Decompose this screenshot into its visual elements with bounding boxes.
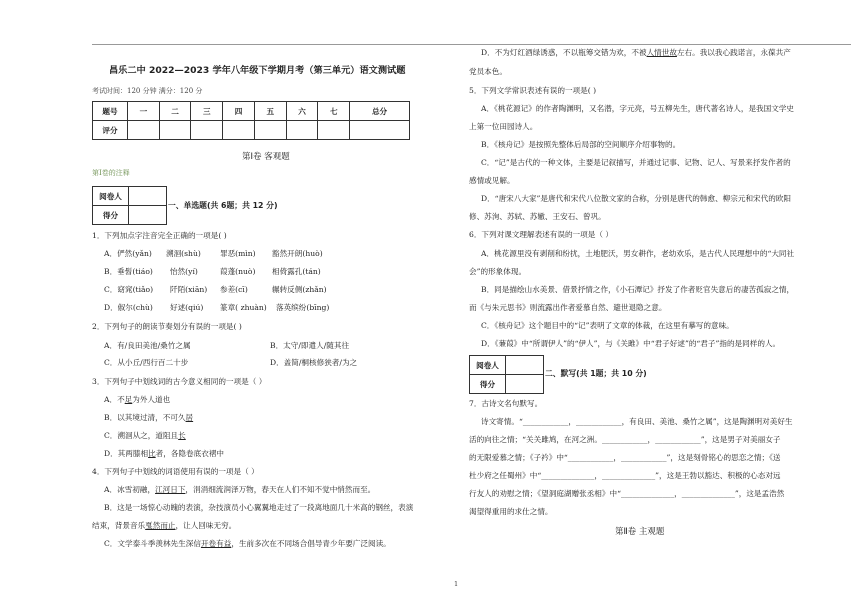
q3-a-text-end: 为外人道也 [132, 395, 171, 404]
q1-c-3: 参差(cī) [220, 285, 248, 294]
q7-line5[interactable]: 行友人的劝慰之情；《望洞庭湖赠张丞相》中“______________，______________”，这是孟浩然 [469, 489, 785, 498]
q3-b-text: B．以其境过清，不可久 [104, 413, 186, 422]
score-entry-cell[interactable] [506, 375, 544, 394]
q1-d-4: 落英缤纷(bīng) [276, 303, 330, 312]
volume1-note: 第Ⅰ卷的注释 [92, 169, 130, 177]
q4-c-text: C．文学泰斗季羡林先生深信 [104, 539, 201, 548]
grader-box-2 [469, 355, 544, 394]
q6-option-c[interactable]: C．《核舟记》这个题目中的“记”表明了文章的体裁，在这里有摹写的意味。 [481, 321, 734, 330]
q7-stem: 7．古诗文名句默写。 [469, 399, 543, 408]
q1-d-1: D．俶尔(chù) [104, 303, 153, 312]
score-cell[interactable] [254, 121, 286, 140]
q2-option-c[interactable]: C．从小丘/西行百二十步 [104, 358, 189, 367]
q3-b-underlined: 居 [185, 413, 194, 422]
q1-a-2: 溯洄(shù) [166, 249, 201, 258]
q3-option-d[interactable] [104, 448, 224, 459]
volume2-title: 第Ⅱ卷 主观题 [615, 527, 665, 537]
q4-d-text-end: 左右。我以我心践诺言，永葆共产 [676, 48, 791, 57]
header-rule [92, 44, 851, 45]
score-header: 五 [254, 102, 286, 121]
score-header: 六 [286, 102, 318, 121]
score-header: 一 [128, 102, 160, 121]
score-header: 题号 [93, 102, 128, 121]
q1-d-3: 篆章( zhuàn) [220, 303, 267, 312]
grader-label: 阅卷人 [93, 187, 129, 206]
q6-stem: 6．下列对课文理解表述有误的一项是（ ） [469, 230, 613, 239]
q3-option-b[interactable] [104, 412, 193, 423]
q1-stem: 1．下列加点字注音完全正确的一项是( ) [92, 231, 227, 240]
q7-line6[interactable]: 渴望得重用的求仕之情。 [469, 507, 553, 516]
score-header: 二 [159, 102, 191, 121]
q3-d-text-end: 者，各隐卷底衣褶中 [155, 449, 224, 458]
q1-c-2: 阡陌(xiān) [170, 285, 208, 294]
score-header-row [93, 102, 410, 121]
q4-c-underlined: 开卷有益 [200, 539, 232, 548]
q4-a-underlined: 江河日下 [155, 485, 186, 494]
q2-option-d[interactable]: D．盖简/桐核修狭者/为之 [270, 358, 358, 367]
q5-option-b[interactable]: B．《核舟记》是按照先整体后局部的空间顺序介绍事物的。 [481, 140, 681, 149]
score-cell[interactable] [286, 121, 318, 140]
q3-option-c[interactable] [104, 430, 186, 441]
score-value-row [93, 121, 410, 140]
score-entry-cell[interactable] [129, 206, 167, 225]
q5-option-d-line2[interactable]: 修、苏洵、苏轼、苏辙、王安石、曾巩。 [469, 212, 606, 221]
exam-title: 昌乐二中 2022—2023 学年八年级下学期月考（第三单元）语文测试题 [109, 65, 406, 76]
q3-c-underlined: 长 [178, 431, 186, 440]
q4-d-underlined: 人情世故 [646, 48, 677, 57]
q1-b-2: 怡然(yí) [170, 267, 198, 276]
grader-box-1 [92, 186, 167, 225]
q4-stem: 4．下列句子中划线的词语使用有误的一项是（ ） [92, 467, 259, 476]
q5-option-c-line1[interactable]: C．“记”是古代的一种文体，主要是记叙描写，并通过记事、记物、记人、写景来抒发作者的 [481, 158, 791, 167]
q1-b-1: B．垂髫(tiáo) [104, 267, 153, 276]
q1-b-3: 葭蓬(nuò) [220, 267, 256, 276]
q1-a-1: A．俨然(yǎn) [104, 249, 152, 258]
q1-option-c[interactable] [104, 284, 327, 295]
score-cell[interactable] [128, 121, 160, 140]
q7-line2[interactable]: 活的向往之情；“关关雎鸠，在河之洲。____________，____________”，这是男子对美丽女子 [469, 435, 781, 444]
q4-option-a[interactable] [104, 484, 375, 495]
score-header: 四 [223, 102, 255, 121]
q4-a-text-end: ，涓涓细流润泽万物，春天在人们不知不觉中悄然而至。 [185, 485, 376, 494]
score-cell[interactable] [350, 121, 410, 140]
q3-d-underlined: 比 [148, 449, 156, 458]
q6-option-b-line2[interactable]: 而《与朱元思书》则流露出作者爱慕自然、避世退隐之意。 [469, 303, 667, 312]
q3-stem: 3．下列句子中划线词的古今意义相同的一项是（ ） [92, 377, 267, 386]
exam-info: 考试时间：120 分钟 满分：120 分 [92, 87, 203, 95]
q1-option-a[interactable] [104, 248, 323, 259]
score-label: 得分 [470, 375, 506, 394]
q1-c-1: C．窈窕(tiǎo) [104, 285, 154, 294]
score-cell[interactable] [318, 121, 350, 140]
q4-option-b-line1[interactable]: B．这是一场惊心动魄的表演，杂技演员小心翼翼地走过了一段离地面几十米高的钢丝，表演 [104, 503, 414, 512]
q1-a-4: 豁然开朗(huò) [272, 249, 323, 258]
q5-option-c-line2[interactable]: 感情或见解。 [469, 176, 515, 185]
q5-stem: 5．下列文学常识表述有误的一项是( ) [469, 86, 597, 95]
q3-a-text: A．不 [104, 395, 125, 404]
q3-option-a[interactable] [104, 394, 170, 405]
q4-option-b-line2[interactable] [92, 520, 236, 531]
q1-option-d[interactable] [104, 302, 330, 313]
q5-option-a-line2[interactable]: 上第一位田园诗人。 [469, 122, 538, 131]
q2-stem: 2．下列句子的朗读节奏划分有误的一项是( ) [92, 322, 242, 331]
q4-option-d-line2[interactable]: 党员本色。 [469, 67, 507, 76]
score-row-label: 评分 [93, 121, 128, 140]
grader-cell[interactable] [129, 187, 167, 206]
q6-option-a-line2[interactable]: 会”的形象体现。 [469, 267, 527, 276]
q6-option-a-line1[interactable]: A．桃花源里没有剥削和纷扰，土地肥沃，男女耕作，老幼欢乐，是古代人民理想中的“大同社 [481, 249, 795, 258]
q1-a-3: 罪恶(mìn) [220, 249, 256, 258]
q4-option-d-line1[interactable] [481, 47, 791, 58]
score-cell[interactable] [223, 121, 255, 140]
q5-option-a-line1[interactable]: A．《桃花源记》的作者陶渊明，又名潜，字元亮，号五柳先生，唐代著名诗人，是我国文学史 [481, 104, 795, 113]
q4-b-underlined: 戛然而止 [145, 521, 176, 530]
q6-option-b-line1[interactable]: B．同是描绘山水美景、借景抒情之作，《小石潭记》抒发了作者贬官失意后的凄苦孤寂之情， [481, 285, 795, 294]
score-header: 七 [318, 102, 350, 121]
q1-c-4: 辗转反侧(zhǎn) [272, 285, 327, 294]
volume1-title: 第Ⅰ卷 客观题 [242, 152, 290, 162]
q4-b-text: 结束，背景音乐 [92, 521, 146, 530]
page-number: 1 [454, 580, 459, 588]
q3-d-text: D．其两膝相 [104, 449, 149, 458]
q7-line4[interactable]: 杜少府之任蜀州》中“______________，______________”，这是王勃以豁达、积极的心态对远 [469, 471, 781, 480]
grader-label: 阅卷人 [470, 356, 506, 375]
q7-line1[interactable]: 诗文寄情。“____________，____________，有良田、美池、桑竹之属”，这是陶渊明对美好生 [481, 417, 793, 426]
score-label: 得分 [93, 206, 129, 225]
q2-option-b[interactable]: B．太守/即遣人/随其往 [270, 341, 350, 350]
q3-c-text: C．溯洄从之，道阻且 [104, 431, 179, 440]
score-cell[interactable] [191, 121, 223, 140]
score-cell[interactable] [159, 121, 191, 140]
q4-b-text-end: ，让人回味无穷。 [175, 521, 237, 530]
q3-a-underlined: 足 [124, 395, 133, 404]
grader-cell[interactable] [506, 356, 544, 375]
q4-d-text: D．不为灯红酒绿诱惑，不以瓶筹交错为欢，不被 [481, 48, 647, 57]
q1-b-4: 相倚露孔(tán) [272, 267, 321, 276]
score-header: 总分 [350, 102, 410, 121]
section2-title: 二、默写(共 1题；共 10 分) [545, 369, 647, 378]
q4-option-c[interactable] [104, 538, 391, 549]
q4-c-text-end: ，生前多次在不同场合倡导青少年要广泛阅读。 [231, 539, 391, 548]
q4-a-text: A．冰雪初融， [104, 485, 156, 494]
section1-title: 一、单选题(共 6题；共 12 分) [168, 201, 278, 210]
q5-option-d-line1[interactable]: D．“唐宋八大家”是唐代和宋代八位散文家的合称，分别是唐代的韩愈、柳宗元和宋代的欧阳 [481, 194, 792, 203]
score-table [92, 101, 410, 140]
q1-option-b[interactable] [104, 266, 321, 277]
q1-d-2: 好逑(qiú) [170, 303, 204, 312]
q7-line3[interactable]: 的无限爱慕之情；《子衿》中“____________，____________”，这是刻骨铭心的思恋之情；《送 [469, 453, 781, 462]
q2-option-a[interactable]: A．有/良田美池/桑竹之属 [104, 341, 191, 350]
q6-option-d[interactable]: D．《蒹葭》中“所谓伊人”的“伊人”，与《关雎》中“君子好逑”的“君子”指的是同样的人。 [481, 339, 781, 348]
score-header: 三 [191, 102, 223, 121]
